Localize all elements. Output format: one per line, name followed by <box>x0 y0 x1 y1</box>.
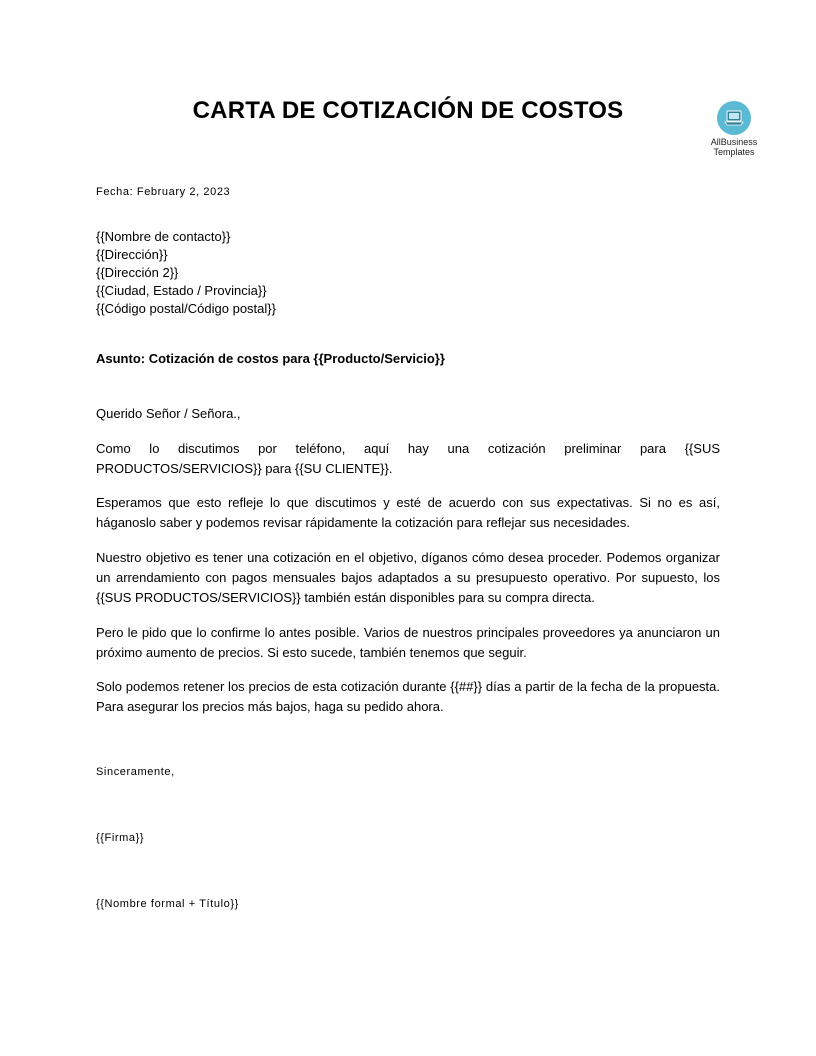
name-title-placeholder: {{Nombre formal + Título}} <box>96 898 239 910</box>
address-line-postal: {{Código postal/Código postal}} <box>96 301 276 316</box>
signature-placeholder: {{Firma}} <box>96 832 145 844</box>
company-logo <box>700 101 768 157</box>
address-line-contact: {{Nombre de contacto}} <box>96 229 231 244</box>
document-title: CARTA DE COTIZACIÓN DE COSTOS <box>192 97 624 124</box>
logo-text-line1: AllBusiness <box>710 137 758 147</box>
date-line: Fecha: February 2, 2023 <box>96 186 231 198</box>
address-line-street: {{Dirección}} <box>96 247 168 262</box>
logo-text-line2: Templates <box>713 147 755 157</box>
address-line-city: {{Ciudad, Estado / Provincia}} <box>96 283 267 298</box>
closing: Sinceramente, <box>96 766 175 778</box>
paragraph-2: Esperamos que esto refleje lo que discutimos y esté de acuerdo con sus expectativas. Si no es así, háganoslo saber y podemos revisar rápidamente la cotización para reflejar sus necesidades. <box>96 495 720 530</box>
subject-line: Asunto: Cotización de costos para {{Producto/Servicio}} <box>96 351 445 366</box>
laptop-icon <box>717 101 751 135</box>
greeting: Querido Señor / Señora., <box>96 406 241 421</box>
address-block <box>96 228 720 318</box>
paragraph-4: Pero le pido que lo confirme lo antes posible. Varios de nuestros principales proveedores ya anunciaron un próximo aumento de precios. Si esto sucede, también tenemos que seguir. <box>96 625 720 660</box>
paragraph-5: Solo podemos retener los precios de esta cotización durante {{##}} días a partir de la fecha de la propuesta. Para asegurar los precios más bajos, haga su pedido ahora. <box>96 679 720 714</box>
address-line-street2: {{Dirección 2}} <box>96 265 179 280</box>
paragraph-3: Nuestro objetivo es tener una cotización en el objetivo, díganos cómo desea proceder. Podemos organizar un arrendamiento con pagos mensuales bajos adaptados a su presupuesto operativo. Por supuesto, los {{SUS PRODUCTOS/SERVICIOS}} también están disponibles para su compra directa. <box>96 550 720 605</box>
paragraph-1: Como lo discutimos por teléfono, aquí hay una cotización preliminar para {{SUS PRODUCTOS/SERVICIOS}} para {{SU CLIENTE}}. <box>96 441 720 476</box>
